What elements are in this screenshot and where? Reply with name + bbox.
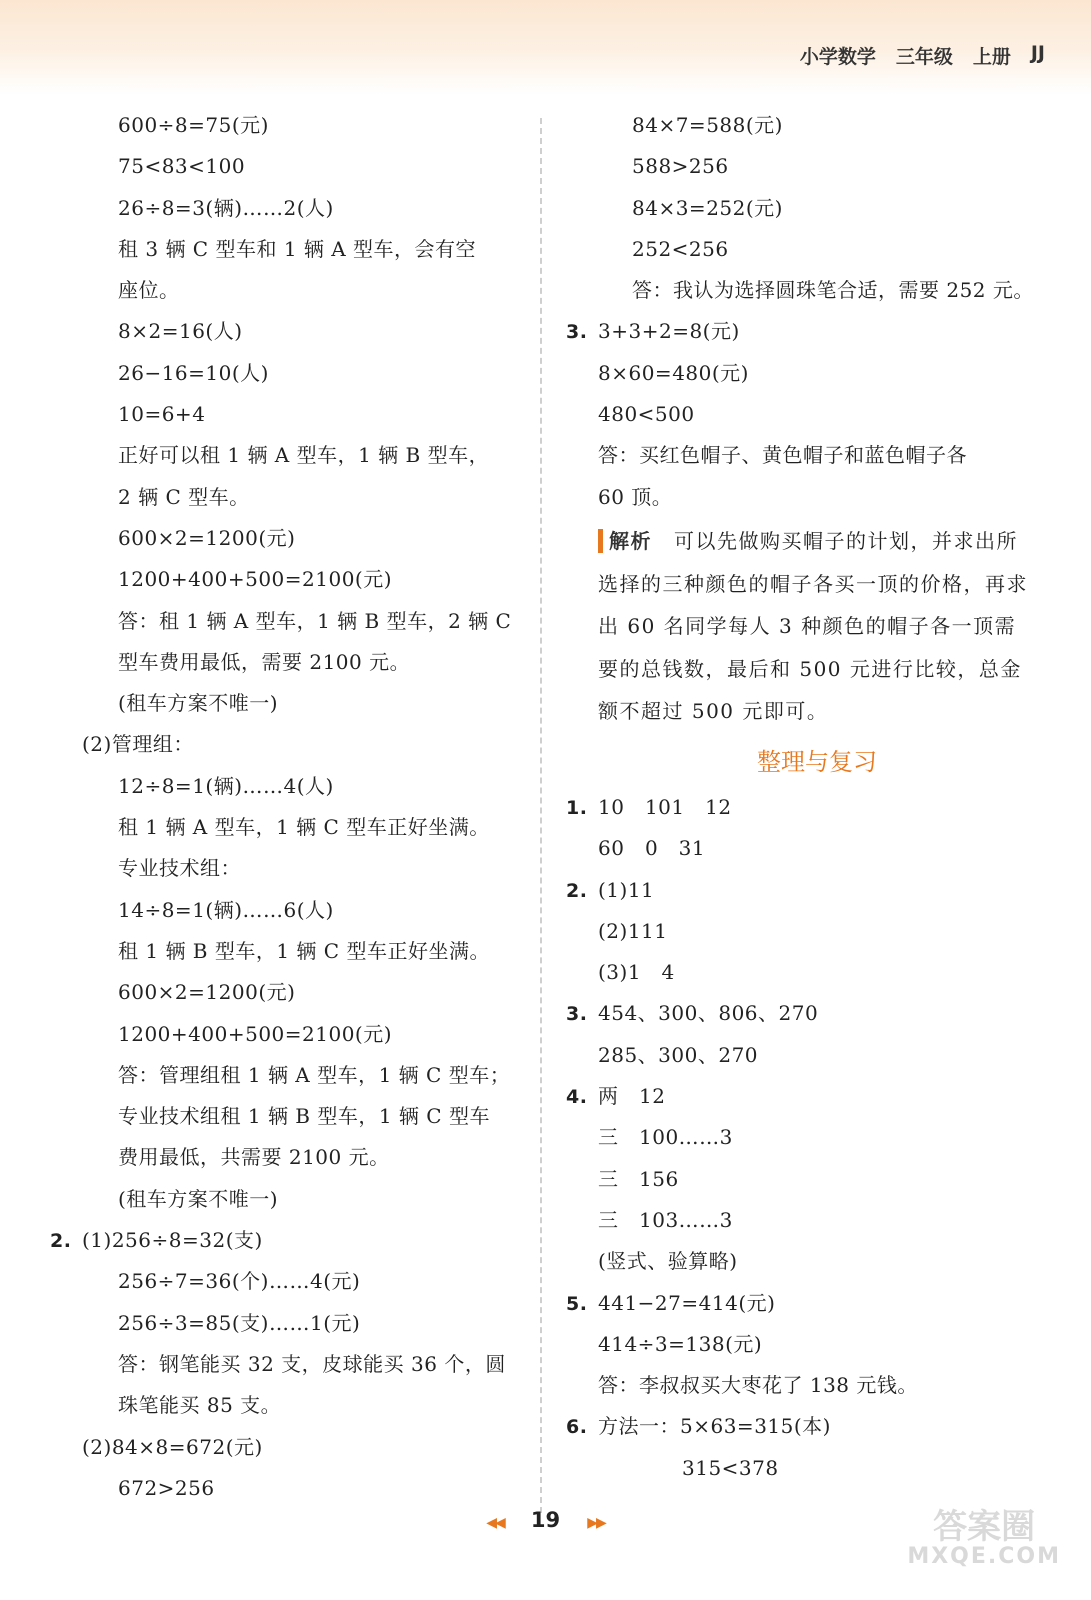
answer-line: 答：管理组租 1 辆 A 型车，1 辆 C 型车； [118, 1062, 511, 1087]
answer-line: 60 0 31 [598, 836, 706, 861]
answer-text: (1)11 [598, 877, 655, 902]
answer-line: 费用最低，共需要 2100 元。 [118, 1145, 390, 1170]
answer-line: (3)1 4 [598, 960, 675, 985]
review-6-line [566, 1406, 1036, 1447]
page-number: 19 [530, 1508, 561, 1532]
answer-line: 10=6+4 [118, 402, 206, 427]
answer-line: 672>256 [118, 1475, 215, 1500]
question-number: 3. [566, 321, 588, 344]
review-5-line [566, 1283, 1036, 1324]
answer-line: 专业技术组租 1 辆 B 型车，1 辆 C 型车 [118, 1104, 490, 1129]
answer-line: 租 3 辆 C 型车和 1 辆 A 型车，会有空 [118, 236, 477, 261]
watermark-logo [907, 1507, 1061, 1572]
review-1-line [566, 787, 1036, 828]
answer-line: 60 顶。 [598, 484, 673, 509]
answer-line: 285、300、270 [598, 1042, 759, 1067]
answer-line: (2)84×8=672(元) [82, 1434, 263, 1459]
analysis-text: 可以先做购买帽子的计划，并求出所选择的三种颜色的帽子各买一顶的价格，再求出 60 名同学每人 3 种颜色的帽子各一顶需要的总钱数，最后和 500 元进行比较，总金额不超过 500 元即可。 [598, 528, 1028, 724]
answer-line: 1200+400+500=2100(元) [118, 1021, 393, 1046]
answer-line: 答：租 1 辆 A 型车，1 辆 B 型车，2 辆 C [118, 608, 512, 633]
answer-line: 租 1 辆 B 型车，1 辆 C 型车正好坐满。 [118, 938, 490, 963]
answer-line: 588>256 [632, 154, 729, 179]
answer-line: 8×2=16(人) [118, 319, 243, 344]
answer-line: 正好可以租 1 辆 A 型车，1 辆 B 型车， [118, 443, 490, 468]
question-3-line [566, 311, 1036, 352]
header-volume: 上册 [972, 46, 1011, 68]
answer-line: 12÷8=1(辆)……4(人) [118, 773, 334, 798]
answer-text: 方法一：5×63=315(本) [598, 1414, 831, 1439]
watermark-url: MXQE.COM [907, 1544, 1061, 1569]
answer-line: 600×2=1200(元) [118, 980, 296, 1005]
answer-line: 26÷8=3(辆)……2(人) [118, 195, 334, 220]
answer-line: 三 103……3 [598, 1207, 733, 1232]
answer-line: 84×3=252(元) [632, 195, 783, 220]
answer-line: 26−16=10(人) [118, 360, 269, 385]
answer-text: 454、300、806、270 [598, 1001, 819, 1026]
header-grade: 三年级 [895, 46, 953, 68]
answer-line: 答：我认为选择圆珠笔合适，需要 252 元。 [632, 278, 1034, 303]
answer-line: 256÷7=36(个)……4(元) [118, 1269, 361, 1294]
analysis-block [566, 520, 1036, 733]
answer-line: 315<378 [682, 1455, 779, 1480]
answer-line: (竖式、验算略) [598, 1249, 738, 1274]
review-3-line [566, 993, 1036, 1034]
answer-line: 8×60=480(元) [598, 360, 749, 385]
analysis-tag: 解析 [598, 529, 652, 553]
answer-line: 答：买红色帽子、黄色帽子和蓝色帽子各 [598, 443, 967, 468]
answer-line: 252<256 [632, 236, 729, 261]
answer-line: 600÷8=75(元) [118, 113, 269, 137]
column-divider [540, 118, 542, 1513]
answer-line: (2)管理组： [82, 732, 194, 757]
answer-line: 答：钢笔能买 32 支，皮球能买 36 个，圆 [118, 1351, 506, 1376]
next-arrows-icon: ▶▶ [587, 1515, 605, 1531]
answer-line: 珠笔能买 85 支。 [118, 1393, 282, 1418]
review-4-line [566, 1076, 1036, 1117]
question-number: 2. [50, 1230, 72, 1253]
question-2-line [50, 1220, 520, 1261]
answer-line: 1200+400+500=2100(元) [118, 567, 393, 592]
right-column [566, 105, 1036, 1489]
answer-text: (1)256÷8=32(支) [82, 1228, 263, 1253]
watermark-title: 答案圈 [933, 1507, 1036, 1547]
prev-arrows-icon: ◀◀ [486, 1515, 504, 1531]
answer-line: 三 156 [598, 1166, 679, 1191]
left-column [50, 105, 520, 1509]
answer-line: 三 100……3 [598, 1125, 733, 1150]
answer-text: 441−27=414(元) [598, 1290, 776, 1315]
answer-line: 75<83<100 [118, 154, 246, 179]
answer-text: 10 101 12 [598, 794, 732, 819]
answer-line: 2 辆 C 型车。 [118, 484, 250, 509]
answer-line: 座位。 [118, 278, 180, 303]
answer-line: (2)111 [598, 918, 668, 943]
answer-text: 两 12 [598, 1084, 666, 1109]
answer-line: (租车方案不唯一) [118, 1186, 279, 1211]
answer-text: 3+3+2=8(元) [598, 319, 740, 344]
section-title: 整理与复习 [757, 747, 877, 776]
answer-line: 480<500 [598, 402, 695, 427]
header-subject: 小学数学 [799, 46, 876, 68]
answer-line: 414÷3=138(元) [598, 1331, 763, 1356]
answer-line: 84×7=588(元) [632, 113, 783, 137]
running-header [800, 42, 1045, 69]
answer-line: 600×2=1200(元) [118, 525, 296, 550]
question-number: 1. [566, 796, 588, 819]
answer-line: 14÷8=1(辆)……6(人) [118, 897, 334, 922]
header-edition: JJ [1030, 42, 1045, 64]
answer-line: (租车方案不唯一) [118, 691, 279, 716]
question-number: 6. [566, 1416, 588, 1439]
answer-line: 专业技术组： [118, 856, 241, 881]
answer-line: 答：李叔叔买大枣花了 138 元钱。 [598, 1373, 918, 1398]
answer-line: 256÷3=85(支)……1(元) [118, 1310, 361, 1335]
answer-line: 型车费用最低，需要 2100 元。 [118, 649, 411, 674]
question-number: 5. [566, 1292, 588, 1315]
question-number: 4. [566, 1086, 588, 1109]
answer-line: 租 1 辆 A 型车，1 辆 C 型车正好坐满。 [118, 815, 490, 840]
question-number: 2. [566, 879, 588, 902]
review-2-line [566, 870, 1036, 911]
question-number: 3. [566, 1003, 588, 1026]
